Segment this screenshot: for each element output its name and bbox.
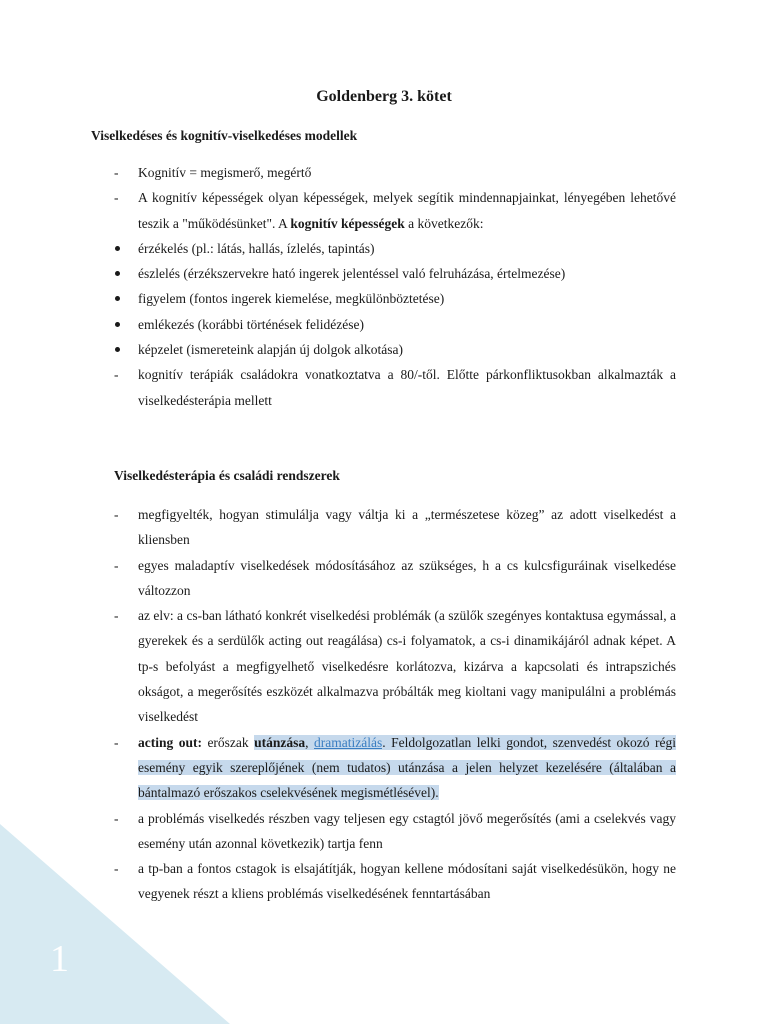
item-text: a tp-ban a fontos cstagok is elsajátítják, hogyan kellene módosítani saját viselkedésükön, hogy ne vegyenek részt a kliens problémás viselkedésének fenntartásában bbox=[138, 861, 676, 902]
bullet-icon bbox=[115, 271, 120, 276]
dash-marker: - bbox=[114, 734, 119, 750]
dash-marker: - bbox=[114, 190, 119, 206]
item-text: emlékezés (korábbi történések felidézése) bbox=[138, 316, 365, 332]
dash-marker: - bbox=[114, 810, 119, 826]
bullet-icon bbox=[115, 347, 120, 352]
item-bold-text: kognitív képességek bbox=[290, 215, 405, 231]
section-heading-family-systems: Viselkedésterápia és családi rendszerek bbox=[114, 468, 340, 483]
item-text: a problémás viselkedés részben vagy teljesen egy cstagtól jövő megerősítés (ami a cselekvés vagy esemény után azonnal következik) tartja fenn bbox=[138, 810, 676, 851]
list-item bbox=[114, 856, 676, 907]
bullet-icon bbox=[115, 246, 120, 251]
list-item bbox=[114, 362, 676, 413]
list-item bbox=[114, 806, 676, 857]
dash-marker: - bbox=[114, 367, 119, 383]
list-item bbox=[114, 286, 676, 311]
item-text: érzékelés (pl.: látás, hallás, ízlelés, tapintás) bbox=[138, 240, 375, 256]
dash-marker: - bbox=[114, 557, 119, 573]
list-item bbox=[114, 160, 676, 185]
dash-marker: - bbox=[114, 861, 119, 877]
item-text: kognitív terápiák családokra vonatkoztatva a 80/-től. Előtte párkonfliktusokban alkalmazták a viselkedésterápia mellett bbox=[138, 367, 676, 408]
bullet-icon bbox=[115, 296, 120, 301]
section-heading-models: Viselkedéses és kognitív-viselkedéses modellek bbox=[91, 128, 358, 143]
item-text: képzelet (ismereteink alapján új dolgok alkotása) bbox=[138, 342, 404, 358]
separator-text: , bbox=[305, 734, 315, 750]
item-text: Kognitív = megismerő, megértő bbox=[138, 165, 312, 180]
term-acting-out: acting out: bbox=[138, 734, 202, 750]
list-item bbox=[114, 236, 676, 261]
item-text: megfigyelték, hogyan stimulálja vagy váltja ki a „természetese közeg” az adott viselkedést a kliensben bbox=[138, 507, 676, 548]
dash-marker: - bbox=[114, 165, 119, 180]
list-item bbox=[114, 603, 676, 729]
list-item-acting-out bbox=[114, 730, 676, 806]
list-item bbox=[114, 502, 676, 553]
item-text: a következők: bbox=[404, 215, 484, 231]
item-text: az elv: a cs-ban látható konkrét viselkedési problémák (a szülők szegényes kontaktusa egymással, a gyerekek és a serdülők acting out reagálása) cs-i folyamatok, a cs-i dinamikájáról adnak képet. A tp-s befolyást a megfigyelhető viselkedésre korlátozva, kizárva a kapcsolati és intrapszichés okságot, a megerősítés eszközét alkalmazva próbálták meg kioltani vagy manipulálni a problémás viselkedést bbox=[138, 608, 676, 725]
list-item bbox=[114, 261, 676, 286]
list-item bbox=[114, 553, 676, 604]
section2-list bbox=[114, 502, 676, 907]
dramatizalas-link[interactable]: dramatizálás bbox=[314, 734, 383, 750]
page-number: 1 bbox=[50, 938, 69, 980]
item-text: észlelés (érzékszervekre ható ingerek jelentéssel való felruházása, értelmezése) bbox=[138, 266, 566, 282]
document-title: Goldenberg 3. kötet bbox=[316, 88, 452, 105]
list-item bbox=[114, 185, 676, 236]
dash-marker: - bbox=[114, 608, 119, 624]
item-text: egyes maladaptív viselkedések módosításához az szükséges, h a cs kulcsfiguráinak viselkedése változzon bbox=[138, 557, 676, 598]
highlighted-definition: . Feldolgozatlan lelki gondot, szenvedést okozó régi esemény egyik szereplőjének (nem tudatos) utánzása a jelen helyzet kezelésére (általában a bántalmazó erőszakos cselekvésének megismétlésével). bbox=[138, 734, 676, 801]
section1-list bbox=[114, 160, 676, 413]
item-text: A kognitív képességek olyan képességek, melyek segítik mindennapjainkat, lényegében lehetővé teszik a "működésünket". A bbox=[138, 190, 676, 231]
item-text: figyelem (fontos ingerek kiemelése, megkülönböztetése) bbox=[138, 291, 445, 307]
item-text: erőszak bbox=[201, 734, 255, 750]
list-item bbox=[114, 312, 676, 337]
bullet-icon bbox=[115, 322, 120, 327]
dash-marker: - bbox=[114, 507, 119, 522]
list-item bbox=[114, 337, 676, 362]
highlighted-bold-term: utánzása bbox=[254, 734, 306, 750]
